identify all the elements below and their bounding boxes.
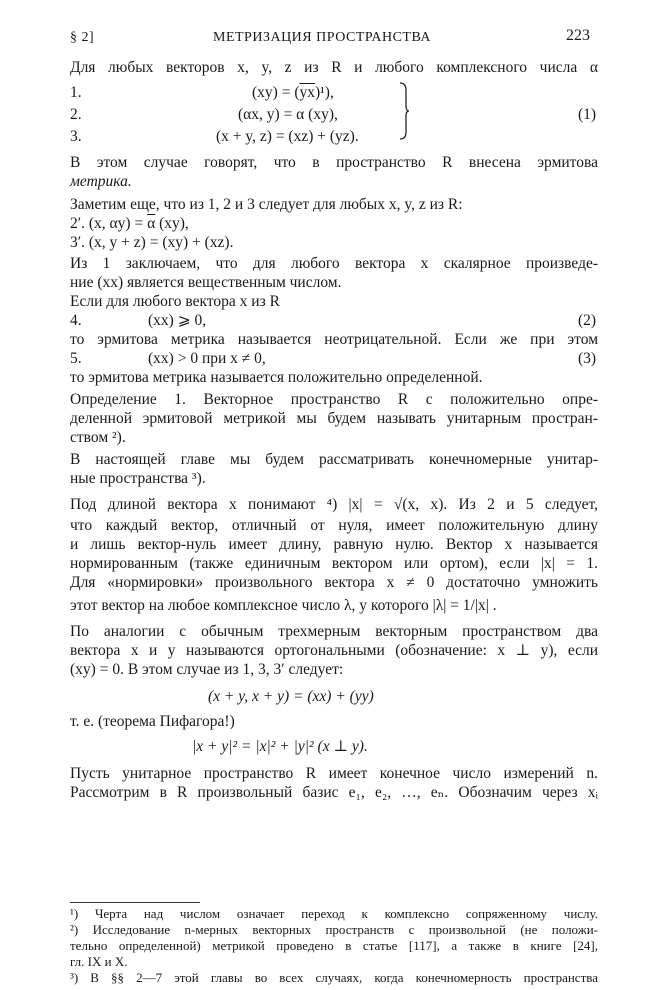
axiom-3-formula: (x + y, z) = (xz) + (yz). [216, 128, 359, 145]
page-number: 223 [566, 27, 590, 44]
corollary-2prime: 2′. (x, $\alpha y) = \overline{\alpha}$ (xy), [70, 215, 189, 232]
running-title: МЕТРИЗАЦИЯ ПРОСТРАНСТВА [213, 30, 432, 45]
paragraph-real-2: ние (xx) является вещественным числом. [70, 274, 342, 291]
axiom-2-number: 2. [70, 106, 82, 123]
definition-1-line-3: ством ²). [70, 429, 126, 446]
condition-4-number: 4. [70, 312, 82, 329]
equation-number-3: (3) [578, 350, 597, 367]
footnote-rule [70, 902, 200, 903]
paragraph-if: Если для любого вектора x из R [70, 293, 280, 310]
axiom-3-number: 3. [70, 128, 82, 145]
axiom-1-formula: $(xy) = (\overline{yx})^1$), [252, 84, 334, 101]
paragraph-finite-1: В настоящей главе мы будем рассматривать конечномерные унитар- [70, 451, 598, 468]
axiom-1-number: 1. [70, 84, 82, 101]
paragraph-basis-1: Пусть унитарное пространство R имеет конечное число измерений n. [70, 765, 598, 782]
definition-1-line-2: деленной эрмитовой метрикой мы будем называть унитарным простран- [70, 410, 598, 427]
equation-number-1: (1) [578, 106, 597, 123]
condition-4-formula: (xx) ⩾ 0, [148, 312, 207, 329]
footnote-2-line-3: гл. IX и X. [70, 954, 128, 969]
paragraph-hermitian-1: В этом случае говорят, что в пространство R внесена эрмитова [70, 154, 598, 171]
paragraph-length-6: этот вектор на любое комплексное число λ, у которого |λ| = 1/|x| . [70, 597, 497, 614]
paragraph-finite-2: ные пространства ³). [70, 470, 206, 487]
paragraph-orthogonal-3: (xy) = 0. В этом случае из 1, 3, 3′ следует: [70, 661, 344, 678]
footnote-2-line-2: тельно определенной) метрикой проведено в статье [117], а также в книге [24], [70, 938, 598, 953]
paragraph-pythagoras: т. е. (теорема Пифагора!) [70, 713, 235, 730]
paragraph-length-2: что каждый вектор, отличный от нуля, имеет положительную длину [70, 517, 598, 534]
paragraph-length-5: Для «нормировки» произвольного вектора x ≠ 0 достаточно умножить [70, 574, 598, 591]
equation-number-2: (2) [578, 312, 597, 329]
condition-5-formula: (xx) > 0 при x ≠ 0, [148, 350, 266, 367]
paragraph-length-1: Под длиной вектора x понимают ⁴) |x| = √(x, x). Из 2 и 5 следует, [70, 496, 598, 513]
equation-pythagoras-1: (x + y, x + y) = (xx) + (yy) [208, 688, 374, 705]
paragraph-real-1: Из 1 заключаем, что для любого вектора x скалярное произведе- [70, 255, 598, 272]
paragraph-length-3: и лишь вектор-нуль имеет длину, равную нулю. Вектор x называется [70, 536, 598, 553]
paragraph-orthogonal-2: вектора x и y называются ортогональными (обозначение: x ⊥ y), если [70, 642, 598, 659]
paragraph-orthogonal-1: По аналогии с обычным трехмерным векторным пространством два [70, 623, 598, 640]
paragraph-length-4: нормированным (также единичным вектором или ортом), если |x| = 1. [70, 555, 598, 572]
footnote-2-line-1: ²) Исследование n-мерных векторных пространств с произвольной (не положи- [70, 922, 598, 937]
right-brace [398, 82, 410, 140]
equation-pythagoras-2: |x + y|² = |x|² + |y|² (x ⊥ y). [192, 738, 368, 755]
paragraph-positive-definite: то эрмитова метрика называется положительно определенной. [70, 369, 483, 386]
paragraph-note: Заметим еще, что из 1, 2 и 3 следует для любых x, y, z из R: [70, 196, 463, 213]
section-marker: § 2] [70, 30, 95, 45]
axiom-2-formula: (αx, y) = α (xy), [238, 106, 338, 123]
footnote-1: ¹) Черта над числом означает переход к комплексно сопряженному числу. [70, 906, 598, 921]
corollary-3prime: 3′. (x, y + z) = (xy) + (xz). [70, 234, 234, 251]
paragraph-basis-2: Рассмотрим в R произвольный базис e₁, e₂, …, eₙ. Обозначим через xᵢ [70, 784, 598, 801]
definition-1-line-1: Определение 1. Векторное пространство R с положительно опре- [70, 391, 598, 408]
footnote-3-line-1: ³) В §§ 2—7 этой главы во всех случаях, когда конечномерность пространства [70, 970, 598, 985]
condition-5-number: 5. [70, 350, 82, 367]
paragraph-nonnegative: то эрмитова метрика называется неотрицательной. Если же при этом [70, 331, 598, 348]
paragraph-hermitian-2: метрика. [70, 173, 132, 190]
paragraph-intro: Для любых векторов x, y, z из R и любого комплексного числа α [70, 59, 598, 76]
